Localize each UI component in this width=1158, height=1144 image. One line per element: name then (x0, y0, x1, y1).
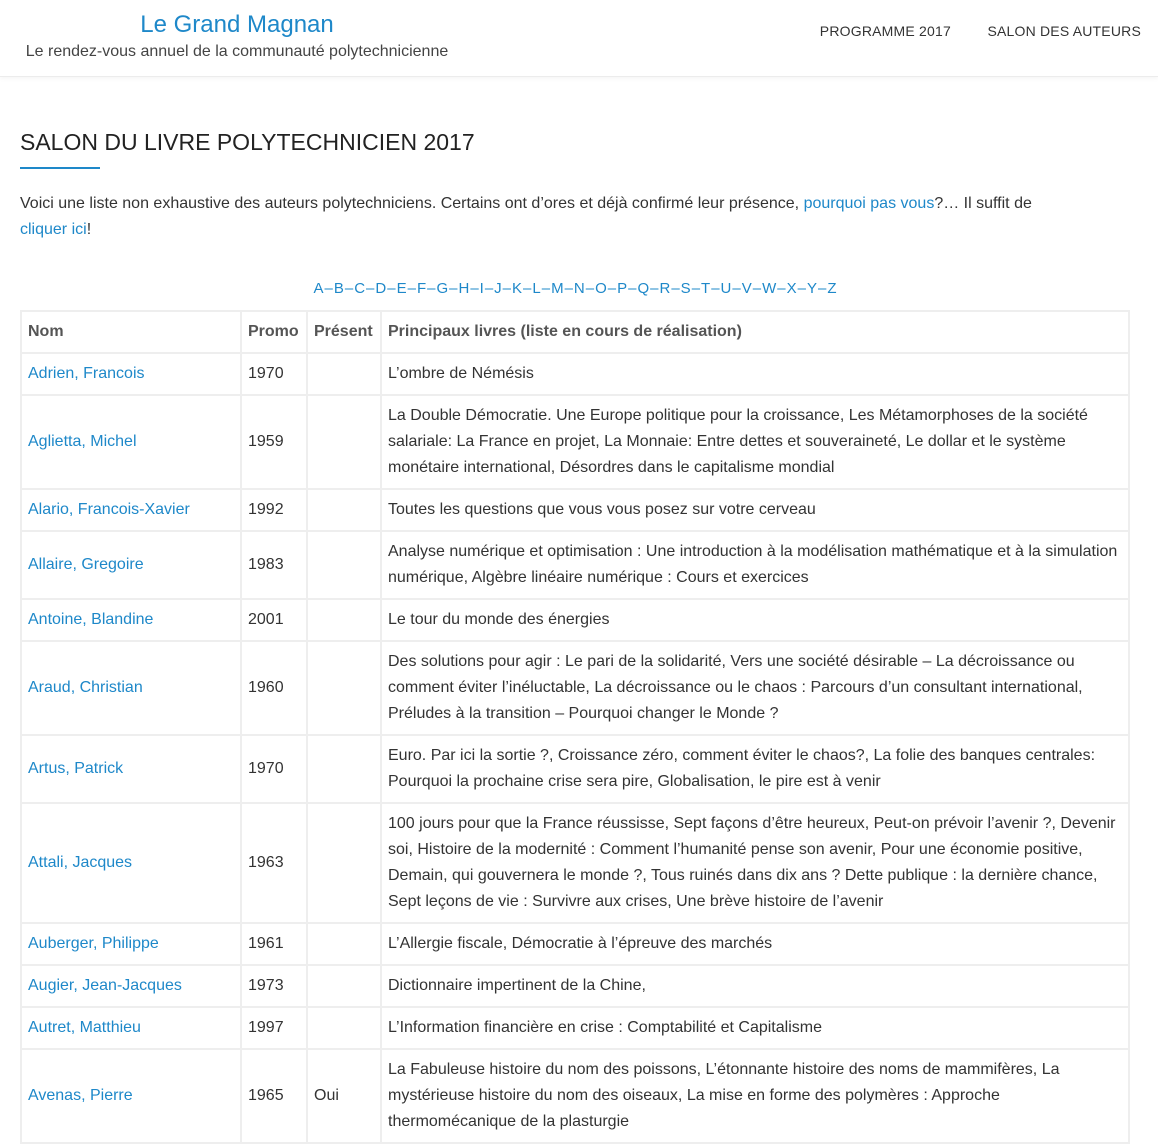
promo-cell: 1965 (241, 1049, 307, 1143)
alphabet-letter-j[interactable]: J (494, 280, 502, 297)
alphabet-separator: – (484, 280, 494, 297)
table-row (21, 353, 1129, 395)
intro-text-3: ! (86, 221, 92, 238)
author-name-link[interactable]: Autret, Matthieu (28, 1019, 141, 1036)
alphabet-separator: – (387, 280, 396, 297)
nom-cell (21, 735, 241, 803)
alphabet-letter-x[interactable]: X (786, 280, 797, 297)
author-name-link[interactable]: Augier, Jean-Jacques (28, 977, 182, 994)
table-row (21, 1007, 1129, 1049)
promo-cell: 2001 (241, 599, 307, 641)
title-underline (20, 167, 100, 169)
promo-cell: 1960 (241, 641, 307, 735)
alphabet-letter-p[interactable]: P (617, 280, 628, 297)
author-name-link[interactable]: Attali, Jacques (28, 854, 133, 871)
alphabet-separator: – (752, 280, 762, 297)
site-tagline: Le rendez-vous annuel de la communauté polytechnicienne (25, 43, 449, 60)
present-cell (307, 489, 381, 531)
nom-cell (21, 489, 241, 531)
site-title-link[interactable]: Le Grand Magnan (140, 11, 334, 38)
books-cell: Dictionnaire impertinent de la Chine, (381, 965, 1129, 1007)
authors-table-body (21, 353, 1129, 1143)
promo-cell: 1997 (241, 1007, 307, 1049)
alphabet-letter-u[interactable]: U (720, 280, 732, 297)
alphabet-separator: – (523, 280, 532, 297)
books-cell: L’Allergie fiscale, Démocratie à l’épreuve des marchés (381, 923, 1129, 965)
alphabet-letter-t[interactable]: T (701, 280, 711, 297)
promo-cell: 1983 (241, 531, 307, 599)
alphabet-separator: – (628, 280, 637, 297)
intro-paragraph (20, 191, 1130, 243)
alphabet-letter-s[interactable]: S (680, 280, 691, 297)
author-name-link[interactable]: Artus, Patrick (28, 760, 124, 777)
alphabet-letter-o[interactable]: O (595, 280, 607, 297)
alphabet-separator: – (650, 280, 659, 297)
alphabet-separator: – (449, 280, 458, 297)
alphabet-separator: – (427, 280, 436, 297)
books-cell: 100 jours pour que la France réussisse, Sept façons d’être heureux, Peut-on prévoir l’avenir ?, Devenir soi, Histoire de la modernité : Comment l’humanité pense son avenir, Pour une économie positive, Demain, qui gouvernera le monde ?, Tous ruinés dans dix ans ? Dette publique : la dernière chance, Sept leçons de vie : Survivre aux crises, Une brève histoire de l’avenir (381, 803, 1129, 923)
promo-cell: 1961 (241, 923, 307, 965)
alphabet-separator: – (407, 280, 416, 297)
alphabet-letter-k[interactable]: K (512, 280, 523, 297)
table-row (21, 923, 1129, 965)
alphabet-separator: – (691, 280, 701, 297)
alphabet-letter-e[interactable]: E (396, 280, 407, 297)
alphabet-separator: – (564, 280, 573, 297)
alphabet-letter-r[interactable]: R (659, 280, 671, 297)
nom-cell (21, 641, 241, 735)
nom-cell (21, 395, 241, 489)
books-cell: Le tour du monde des énergies (381, 599, 1129, 641)
nom-cell (21, 1007, 241, 1049)
alphabet-separator: – (366, 280, 375, 297)
alphabet-separator: – (732, 280, 741, 297)
pourquoi-pas-vous-link[interactable]: pourquoi pas vous (803, 195, 935, 212)
alphabet-separator: – (777, 280, 786, 297)
alphabet-letter-i[interactable]: I (479, 280, 484, 297)
nom-cell (21, 531, 241, 599)
present-cell: Oui (307, 1049, 381, 1143)
alphabet-separator: – (585, 280, 595, 297)
author-name-link[interactable]: Avenas, Pierre (28, 1087, 133, 1104)
present-cell (307, 1007, 381, 1049)
header-nom: Nom (21, 311, 241, 353)
alphabet-letter-d[interactable]: D (375, 280, 387, 297)
author-name-link[interactable]: Antoine, Blandine (28, 611, 154, 628)
books-cell: La Double Démocratie. Une Europe politique pour la croissance, Les Métamorphoses de la société salariale: La France en projet, La Monnaie: Entre dettes et souveraineté, Le dollar et le système monétaire international, Désordres dans le capitalisme mondial (381, 395, 1129, 489)
nom-cell (21, 353, 241, 395)
table-row (21, 641, 1129, 735)
brand (0, 10, 474, 63)
books-cell: La Fabuleuse histoire du nom des poissons, L’étonnante histoire des noms de mammifères, La mystérieuse histoire du nom des oiseaux, La mise en forme des polymères : Approche thermomécanique de la plasturgie (381, 1049, 1129, 1143)
alphabet-letter-z[interactable]: Z (827, 280, 837, 297)
alphabet-letter-q[interactable]: Q (637, 280, 650, 297)
nom-cell (21, 803, 241, 923)
table-row (21, 803, 1129, 923)
alphabet-separator: – (671, 280, 680, 297)
table-header-row (21, 311, 1129, 353)
alphabet-separator: – (817, 280, 827, 297)
main-content (20, 76, 1130, 1144)
nom-cell (21, 599, 241, 641)
present-cell (307, 531, 381, 599)
author-name-link[interactable]: Araud, Christian (28, 679, 143, 696)
nom-cell (21, 923, 241, 965)
present-cell (307, 353, 381, 395)
nav-programme-2017[interactable]: PROGRAMME 2017 (819, 23, 951, 39)
main-nav (788, 23, 1141, 41)
alphabet-letter-n[interactable]: N (573, 280, 585, 297)
promo-cell: 1992 (241, 489, 307, 531)
table-row (21, 489, 1129, 531)
alphabet-separator: – (470, 280, 479, 297)
present-cell (307, 965, 381, 1007)
table-row (21, 965, 1129, 1007)
author-name-link[interactable]: Adrien, Francois (28, 365, 145, 382)
alphabet-letter-b[interactable]: B (333, 280, 344, 297)
alphabet-letter-g[interactable]: G (436, 280, 449, 297)
header-present: Présent (307, 311, 381, 353)
alphabet-separator: – (607, 280, 617, 297)
books-cell: Toutes les questions que vous vous posez sur votre cerveau (381, 489, 1129, 531)
site-header (0, 0, 1158, 77)
alphabet-letter-a[interactable]: A (313, 280, 324, 297)
alphabet-letter-v[interactable]: V (741, 280, 752, 297)
books-cell: Euro. Par ici la sortie ?, Croissance zéro, comment éviter le chaos?, La folie des banques centrales: Pourquoi la prochaine crise sera pire, Globalisation, le pire est à venir (381, 735, 1129, 803)
present-cell (307, 923, 381, 965)
alphabet-separator: – (541, 280, 551, 297)
promo-cell: 1970 (241, 353, 307, 395)
alphabet-letter-m[interactable]: M (551, 280, 564, 297)
alphabet-letter-y[interactable]: Y (806, 280, 817, 297)
alphabet-letter-l[interactable]: L (532, 280, 541, 297)
nav-salon-des-auteurs[interactable]: SALON DES AUTEURS (987, 23, 1141, 39)
promo-cell: 1963 (241, 803, 307, 923)
author-name-link[interactable]: Aglietta, Michel (28, 433, 137, 450)
alphabet-separator: – (797, 280, 806, 297)
present-cell (307, 641, 381, 735)
promo-cell: 1973 (241, 965, 307, 1007)
books-cell: Analyse numérique et optimisation : Une introduction à la modélisation mathématique et à la simulation numérique, Algèbre linéaire numérique : Cours et exercices (381, 531, 1129, 599)
author-name-link[interactable]: Allaire, Gregoire (28, 556, 144, 573)
nom-cell (21, 965, 241, 1007)
present-cell (307, 803, 381, 923)
table-row (21, 1049, 1129, 1143)
present-cell (307, 599, 381, 641)
nom-cell (21, 1049, 241, 1143)
books-cell: L’ombre de Némésis (381, 353, 1129, 395)
header-livres: Principaux livres (liste en cours de réalisation) (381, 311, 1129, 353)
present-cell (307, 735, 381, 803)
alphabet-separator: – (711, 280, 720, 297)
books-cell: Des solutions pour agir : Le pari de la solidarité, Vers une société désirable – La décroissance ou comment éviter l’inéluctable, La décroissance ou le chaos : Parcours d’un consultant international, Préludes à la transition – Pourquoi changer le Monde ? (381, 641, 1129, 735)
header-promo: Promo (241, 311, 307, 353)
cliquer-ici-link[interactable]: cliquer ici (20, 221, 87, 238)
alphabet-letter-w[interactable]: W (762, 280, 777, 297)
promo-cell: 1970 (241, 735, 307, 803)
alphabet-separator: – (324, 280, 333, 297)
books-cell: L’Information financière en crise : Comptabilité et Capitalisme (381, 1007, 1129, 1049)
author-name-link[interactable]: Auberger, Philippe (28, 935, 159, 952)
table-row (21, 735, 1129, 803)
table-row (21, 531, 1129, 599)
table-row (21, 599, 1129, 641)
alphabet-separator: – (502, 280, 512, 297)
intro-text-1: Voici une liste non exhaustive des auteurs polytechniciens. Certains ont d’ores et déjà confirmé leur présence, (20, 195, 804, 212)
alphabet-index (20, 277, 1130, 301)
alphabet-letter-c[interactable]: C (354, 280, 366, 297)
alphabet-letter-f[interactable]: F (416, 280, 427, 297)
table-row (21, 395, 1129, 489)
author-name-link[interactable]: Alario, Francois-Xavier (28, 501, 190, 518)
promo-cell: 1959 (241, 395, 307, 489)
intro-text-2: ?… Il suffit de (934, 195, 1032, 212)
alphabet-letter-h[interactable]: H (458, 280, 470, 297)
authors-table (20, 310, 1130, 1144)
alphabet-separator: – (344, 280, 354, 297)
page-title: SALON DU LIVRE POLYTECHNICIEN 2017 (20, 129, 475, 155)
present-cell (307, 395, 381, 489)
